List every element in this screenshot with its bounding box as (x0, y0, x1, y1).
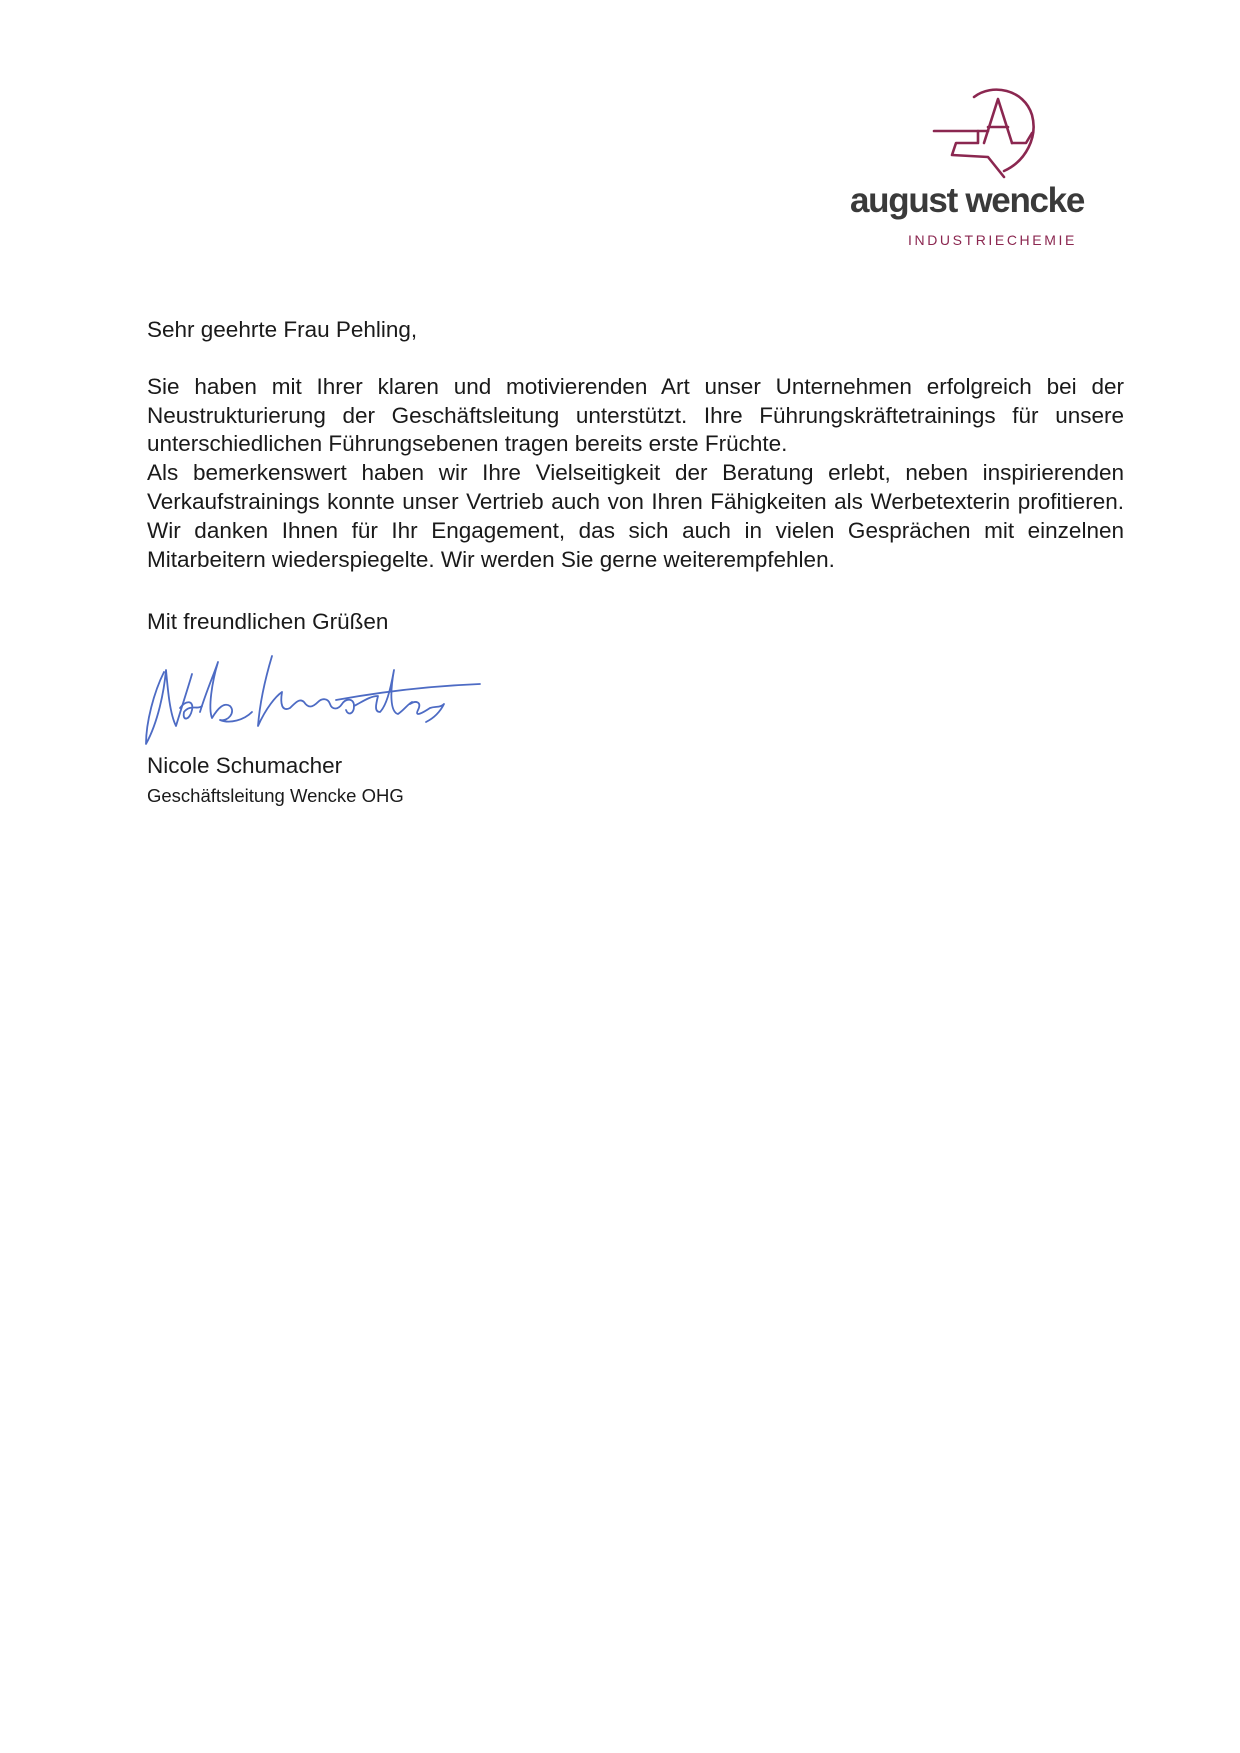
logo-subtitle: INDUSTRIECHEMIE (908, 232, 1077, 248)
letter-body (147, 316, 1124, 574)
company-logo (850, 85, 1130, 255)
salutation: Sehr geehrte Frau Pehling, (147, 317, 418, 342)
signer-title: Geschäftsleitung Wencke OHG (147, 785, 404, 806)
aw-company-mark-icon (928, 85, 1048, 185)
signer-name: Nicole Schumacher (147, 753, 343, 778)
logo-wordmark: august wencke (850, 181, 1085, 220)
handwritten-signature (140, 652, 490, 752)
paragraph-1: Sie haben mit Ihrer klaren und motivierenden Art unser Unternehmen erfolgreich bei der Neustrukturierung der Geschäftsleitung unterstützt. Ihre Führungskräftetrainings für unsere unterschiedlichen Führungsebenen tragen bereits erste Früchte. (147, 373, 1124, 457)
paragraph-2: Als bemerkenswert haben wir Ihre Vielseitigkeit der Beratung erlebt, neben inspirierenden Verkaufstrainings konnte unser Vertrieb auch von Ihren Fähigkeiten als Werbetexterin profitieren. Wir danken Ihnen für Ihr Engagement, das sich auch in vielen Gesprächen mit einzelnen Mitarbeitern wiederspiegelte. Wir werden Sie gerne weiterempfehlen. (147, 460, 1124, 572)
closing: Mit freundlichen Grüßen (147, 609, 389, 634)
